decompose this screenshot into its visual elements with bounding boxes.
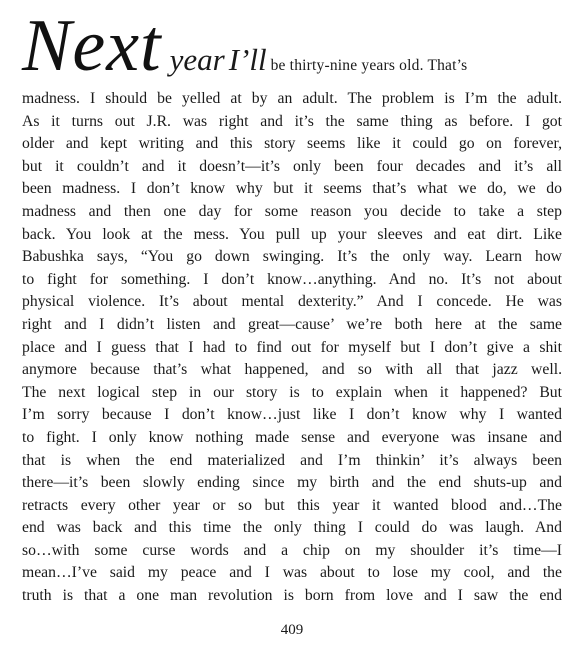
opening-word-ill: I’ll	[228, 42, 267, 77]
opening-line-rest: be thirty-nine years old. That’s	[270, 57, 468, 74]
text-line: but it couldn’t and it doesn’t—it’s only been four decades and it’s all	[22, 157, 562, 175]
text-line: As it turns out J.R. was right and it’s the same thing as before. I got	[22, 112, 562, 130]
book-page	[22, 0, 562, 662]
text-line: been madness. I don’t know why but it seems that’s what we do, we do	[22, 180, 562, 198]
text-line: to fight. I only know nothing made sense and everyone was insane and	[22, 428, 562, 446]
text-line: The next logical step in our story is to explain when it happened? But	[22, 383, 562, 401]
text-line: place and I guess that I had to find out for myself but I don’t give a shit	[22, 338, 562, 356]
page-number: 409	[280, 622, 304, 638]
text-line: physical violence. It’s about mental dexterity.” And I concede. He was	[22, 293, 562, 311]
text-line: Babushka says, “You go down swinging. It’s the only way. Learn how	[22, 248, 562, 266]
opening-line	[22, 6, 562, 86]
text-line: older and kept writing and this story seems like it could go on forever,	[22, 135, 562, 153]
text-line: anymore because that’s what happened, and so with all that jazz well.	[22, 361, 562, 379]
text-line: I’m sorry because I don’t know…just like I don’t know why I wanted	[22, 406, 562, 424]
text-line: so…with some curse words and a chip on my shoulder it’s time—I	[22, 541, 562, 559]
body-paragraph	[22, 88, 562, 608]
opening-word-year: year	[169, 42, 225, 77]
text-line: right and I didn’t listen and great—cause’ we’re both here at the same	[22, 315, 562, 333]
drop-word-next: Next	[22, 5, 162, 87]
text-line: to fight for something. I don’t know…anything. And no. It’s not about	[22, 270, 562, 288]
text-line: madness and then one day for some reason you decide to take a step	[22, 202, 562, 220]
text-line: that is when the end materialized and I’m thinkin’ it’s always been	[22, 451, 562, 469]
text-line: there—it’s been slowly ending since my birth and the end shuts-up and	[22, 474, 562, 492]
text-line: back. You look at the mess. You pull up your sleeves and eat dirt. Like	[22, 225, 562, 243]
text-line: end was back and this time the only thing I could do was laugh. And	[22, 519, 562, 537]
text-line: mean…I’ve said my peace and I was about to lose my cool, and the	[22, 564, 562, 582]
text-line: madness. I should be yelled at by an adult. The problem is I’m the adult.	[22, 90, 562, 107]
text-line: truth is that a one man revolution is born from love and I saw the end	[22, 587, 562, 605]
text-line: retracts every other year or so but this year it wanted blood and…The	[22, 496, 562, 514]
